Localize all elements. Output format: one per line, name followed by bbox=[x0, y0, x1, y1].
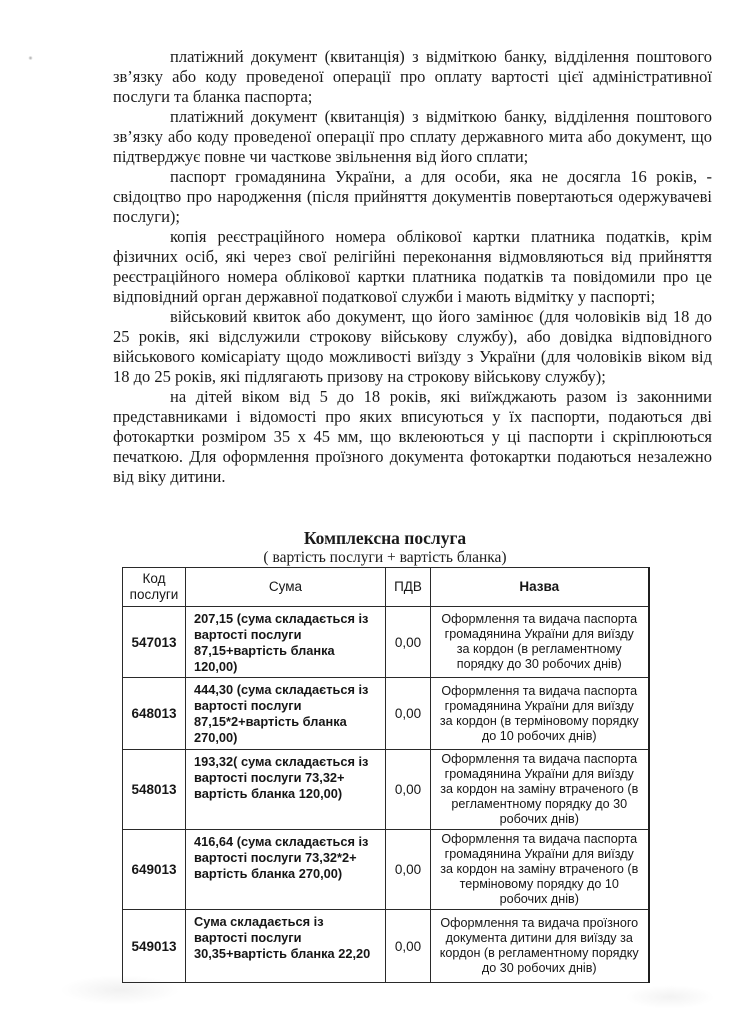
cell-service-name: Оформлення та видача паспорта громадянина України для виїзду за кордон (в регламентному порядку до 30 робочих днів) bbox=[431, 607, 649, 678]
section-header bbox=[122, 528, 648, 566]
paragraph-passport-citizen: паспорт громадянина України, а для особи, яка не досягла 16 років, - свідоцтво про народження (після прийняття документів повертаються одержувачеві послуги); bbox=[113, 167, 712, 226]
paragraph-children-photos: на дітей віком від 5 до 18 років, які виїжджають разом із законними представниками і відомості про яких вписуються у їх паспорти, подаються дві фотокартки розміром 35 х 45 мм, що вклеюються у ці паспорти і скріплюються печаткою. Для оформлення проїзного документа фотокартки подаються незалежно від віку дитини. bbox=[113, 387, 712, 486]
cell-service-code: 649013 bbox=[123, 830, 186, 910]
section-title: Комплексна послуга bbox=[303, 528, 467, 548]
section-subtitle: ( вартість послуги + вартість бланка) bbox=[263, 549, 507, 566]
cell-vat: 0,00 bbox=[386, 607, 431, 678]
col-header-name: Назва bbox=[431, 568, 649, 607]
cell-service-name: Оформлення та видача паспорта громадянина України для виїзду за кордон на заміну втраченого (в терміновому порядку до 10 робочих днів) bbox=[431, 830, 649, 910]
scan-artifact-smudge bbox=[625, 985, 715, 1009]
cell-vat: 0,00 bbox=[386, 750, 431, 830]
paragraph-payment-doc-duty: платіжний документ (квитанція) з відміткою банку, відділення поштового зв’язку або коду проведеної операції про сплату державного мита або документ, що підтверджує повне чи часткове звільнення від його сплати; bbox=[113, 107, 712, 166]
cell-vat: 0,00 bbox=[386, 678, 431, 750]
col-header-service-code: Код послуги bbox=[123, 568, 186, 607]
table-header-row bbox=[123, 568, 649, 607]
cell-service-name: Оформлення та видача паспорта громадянина України для виїзду за кордон (в терміновому порядку до 10 робочих днів) bbox=[431, 678, 649, 750]
table-row bbox=[123, 750, 649, 830]
col-header-sum: Сума bbox=[186, 568, 386, 607]
cell-service-code: 549013 bbox=[123, 910, 186, 983]
cell-sum: 193,32( сума складається із вартості послуги 73,32+ вартість бланка 120,00) bbox=[186, 750, 386, 830]
paragraph-payment-doc-service: платіжний документ (квитанція) з відміткою банку, відділення поштового зв’язку або коду проведеної операції про оплату вартості цієї адміністративної послуги та бланка паспорта; bbox=[113, 47, 712, 106]
table-row bbox=[123, 830, 649, 910]
cell-service-code: 648013 bbox=[123, 678, 186, 750]
paragraph-taxpayer-card-copy: копія реєстраційного номера облікової картки платника податків, крім фізичних осіб, які через свої релігійні переконання відмовляються від прийняття реєстраційного номера облікової картки платника податків та повідомили про це відповідний орган державної податкової служби і мають відмітку у паспорті; bbox=[113, 227, 712, 306]
cell-sum: Сума складається із вартості послуги 30,35+вартість бланка 22,20 bbox=[186, 910, 386, 983]
cell-sum: 444,30 (сума складається із вартості послуги 87,15*2+вартість бланка 270,00) bbox=[186, 678, 386, 750]
cell-service-name: Оформлення та видача паспорта громадянина України для виїзду за кордон на заміну втраченого (в регламентному порядку до 30 робочих днів) bbox=[431, 750, 649, 830]
table-row bbox=[123, 607, 649, 678]
cell-service-code: 548013 bbox=[123, 750, 186, 830]
document-body bbox=[113, 47, 712, 487]
table-row bbox=[123, 910, 649, 983]
cell-sum: 207,15 (сума складається із вартості послуги 87,15+вартість бланка 120,00) bbox=[186, 607, 386, 678]
table-row bbox=[123, 678, 649, 750]
col-header-vat: ПДВ bbox=[386, 568, 431, 607]
cell-sum: 416,64 (сума складається із вартості послуги 73,32*2+ вартість бланка 270,00) bbox=[186, 830, 386, 910]
cell-vat: 0,00 bbox=[386, 830, 431, 910]
paragraph-military-ticket: військовий квиток або документ, що його замінює (для чоловіків від 18 до 25 років, які відслужили строкову військову службу), або довідка відповідного військового комісаріату щодо можливості виїзду з України (для чоловіків віком від 18 до 25 років, які підлягають призову на строкову військову службу); bbox=[113, 307, 712, 386]
cell-service-code: 547013 bbox=[123, 607, 186, 678]
cell-vat: 0,00 bbox=[386, 910, 431, 983]
scan-artifact-dot bbox=[28, 56, 33, 60]
fee-table bbox=[122, 567, 650, 983]
cell-service-name: Оформлення та видача проїзного документа дитини для виїзду за кордон (в регламентному порядку до 30 робочих днів) bbox=[431, 910, 649, 983]
